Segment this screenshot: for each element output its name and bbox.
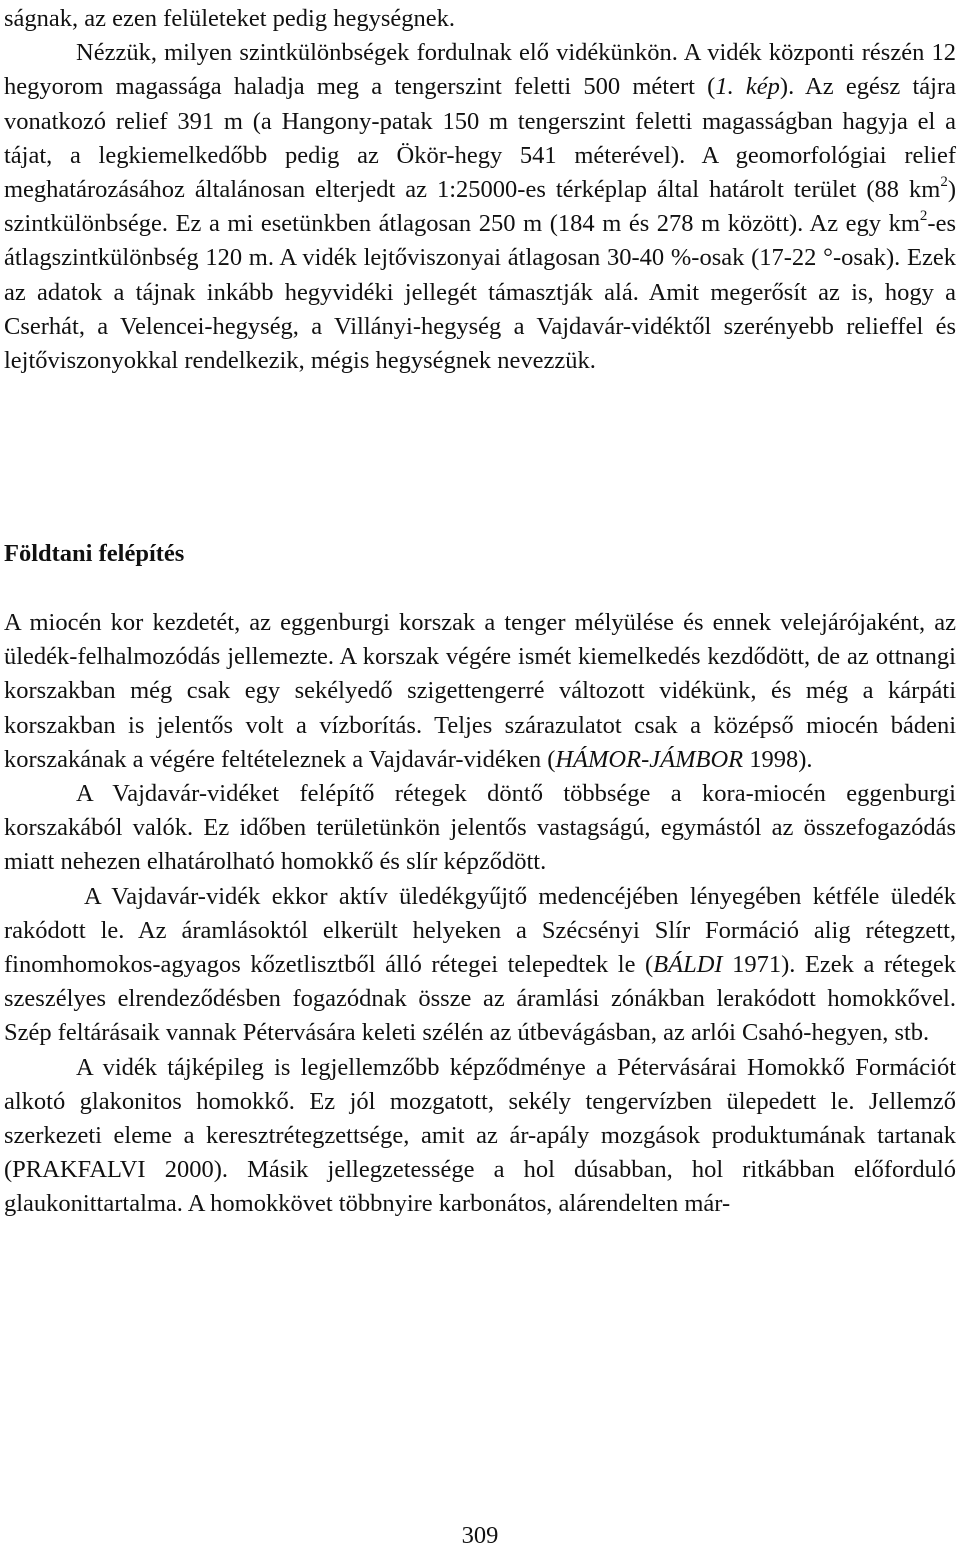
continuation-text: ságnak, az ezen felületeket pedig hegységnek. (4, 5, 456, 32)
paragraph-sandstone: A vidék tájképileg is legjellemzőbb képződménye a Pétervásárai Homokkő Formációt alkotó glakonitos homokkő. Ez jól mozgatott, sekély tengervízben ülepedett le. Jellemző szerkezeti eleme a keresztrétegzettsége, amit az ár-apály mozgások produktumának tartanak (PRAKFALVI 2000). Másik jellegzetessége a hol dúsabban, hol ritkábban előforduló glaukonittartalma. A homokkövet többnyire karbonátos, alárendelten már- (4, 1053, 956, 1218)
citation-author: HÁMOR-JÁMBOR (555, 745, 744, 773)
citation-author: BÁLDI (653, 951, 723, 979)
paragraph-text: ) szintkülönbsége. Ez a mi esetünkben átlagosan 250 m (184 m és 278 m között). Az egy km (4, 176, 956, 238)
paragraph-continuation (4, 2, 956, 36)
superscript: 2 (919, 208, 928, 225)
paragraph-text: A Vajdavár-vidék ekkor aktív üledékgyűjtő medencéjében lényegében kétféle üledék rakódott le. Az áramlásoktól elkerült helyeken a Szécsényi Slír Formáció alig rétegzett, finomhomokos-agyagos kőzetlisztből álló rétegei telepedtek le ( (4, 882, 956, 979)
section-heading: Földtani felépítés (4, 540, 185, 567)
paragraph-text: 1971). Ezek a rétegek szeszélyes elrendeződésben fogazódnak össze az áramlási zónákban lerakódott homokkővel. Szép feltárásaik vannak Pétervására keleti szélén az útbevágásban, az arlói Csahó-hegyen, stb. (4, 951, 956, 1047)
text-block-lower (4, 606, 956, 1222)
superscript: 2 (940, 173, 948, 190)
paragraph-layers: A Vajdavár-vidéket felépítő rétegek döntő többsége a kora-miocén eggenburgi korszakából valók. Ez időben területünkön jelentős vastagságú, egymástól az összefogazódás miatt nehezen elhatárolható homokkő és slír képződött. (4, 780, 956, 876)
paragraph-text: 1998). (743, 745, 813, 773)
paragraph-relief (4, 36, 956, 378)
figure-reference: 1. kép (715, 73, 780, 101)
paragraph-text: A miocén kor kezdetét, az eggenburgi korszak a tenger mélyülése és ennek velejárójaként, az üledék-felhalmozódás jellemezte. A korszak végére ismét kiemelkedés kezdődött, de az ottnangi korszakban még csak egy sekélyedő szigettengerré változott vidékünk, és még a kárpáti korszakban is jelentős volt a vízborítás. Teljes szárazulatot csak a középső miocén bádeni korszakának a végére feltételeznek a Vajdavár-vidéken ( (4, 609, 956, 773)
paragraph-text: ). Az egész tájra vonatkozó relief 391 m (a Hangony-patak 150 m tengerszint feletti magasságban hagyja el a tájat, a legkiemelkedőbb pedig az Ökör-hegy 541 méterével). A geomorfológiai relief meghatározásához általánosan elterjedt az 1:25000-es térképlap által határolt terület (88 km (4, 73, 956, 204)
text-block-upper (4, 2, 956, 378)
page-number: 309 (461, 1522, 499, 1549)
paragraph-text: Nézzük, milyen szintkülönbségek fordulnak elő vidékünkön. A vidék központi részén 12 hegyorom magassága haladja meg a tengerszint feletti 500 métert ( (4, 39, 956, 101)
paragraph-miocene (4, 606, 956, 777)
paragraph-sediment (4, 880, 956, 1051)
paragraph-text: -es átlagszintkülönbség 120 m. A vidék lejtőviszonyai átlagosan 30-40 %-osak (17-22 °-osak). Ezek az adatok a tájnak inkább hegyvidéki jellegét támasztják alá. Amit megerősít az is, hogy a Cserhát, a Velencei-hegység, a Villányi-hegység a Vajdavár-vidéktől szerényebb relieffel és lejtőviszonyokkal rendelkezik, mégis hegységnek nevezzük. (4, 210, 956, 375)
